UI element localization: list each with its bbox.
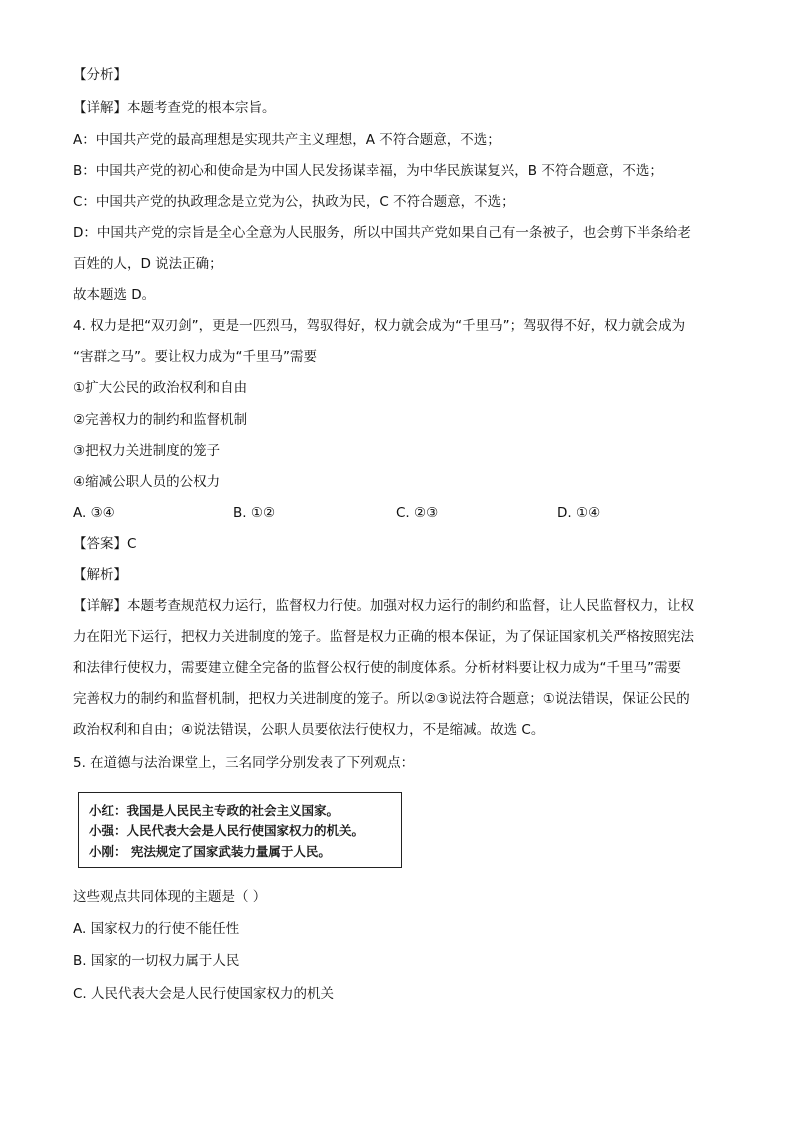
analysis-tag: 【分析】 <box>73 67 127 83</box>
q5-option-c: C. 人民代表大会是人民行使国家权力的机关 <box>73 986 335 1002</box>
q4-explanation-1: 【详解】本题考查规范权力运行，监督权力行使。加强对权力运行的制约和监督，让人民监督权力，让权 <box>73 598 694 614</box>
option-a-explanation: A：中国共产党的最高理想是实现共产主义理想，A 不符合题意，不选； <box>73 132 501 148</box>
q4-explanation-3: 和法律行使权力，需要建立健全完备的监督公权行使的制度体系。分析材料要让权力成为“千里马”需要 <box>73 660 681 676</box>
q4-option-d: D. ①④ <box>557 505 601 521</box>
option-d-explanation-1: D：中国共产党的宗旨是全心全意为人民服务，所以中国共产党如果自己有一条被子，也会剪下半条给老 <box>73 225 691 241</box>
q5-option-b: B. 国家的一切权力属于人民 <box>73 953 240 969</box>
q4-statement-2: ②完善权力的制约和监督机制 <box>73 412 248 428</box>
q5-quote-xiaogang: 小刚： 宪法规定了国家武装力量属于人民。 <box>89 844 331 859</box>
q5-stem: 5. 在道德与法治课堂上，三名同学分别发表了下列观点： <box>73 755 415 771</box>
detail-intro: 【详解】本题考查党的根本宗旨。 <box>73 100 276 116</box>
q4-statement-1: ①扩大公民的政治权利和自由 <box>73 380 248 396</box>
conclusion: 故本题选 D。 <box>73 287 156 303</box>
q4-stem-1: 4. 权力是把“双刃剑”，更是一匹烈马，驾驭得好，权力就会成为“千里马”；驾驭得不好，权力就会成为 <box>73 318 686 334</box>
q4-explanation-2: 力在阳光下运行，把权力关进制度的笼子。监督是权力正确的根本保证，为了保证国家机关严格按照宪法 <box>73 629 694 645</box>
q5-quote-xiaoqiang: 小强：人民代表大会是人民行使国家权力的机关。 <box>89 823 365 838</box>
q5-quote-xiaohong: 小红：我国是人民民主专政的社会主义国家。 <box>89 803 340 818</box>
q4-jiexi-tag: 【解析】 <box>73 567 127 583</box>
q4-statement-3: ③把权力关进制度的笼子 <box>73 443 221 459</box>
option-c-explanation: C：中国共产党的执政理念是立党为公，执政为民，C 不符合题意，不选； <box>73 194 515 210</box>
q5-quote-box <box>78 792 402 868</box>
q4-explanation-4: 完善权力的制约和监督机制，把权力关进制度的笼子。所以②③说法符合题意；①说法错误，保证公民的 <box>73 691 690 707</box>
option-d-explanation-2: 百姓的人，D 说法正确； <box>73 256 223 272</box>
q4-option-a: A. ③④ <box>73 505 115 521</box>
option-b-explanation: B：中国共产党的初心和使命是为中国人民发扬谋幸福，为中华民族谋复兴，B 不符合题意，不选； <box>73 163 663 179</box>
q4-explanation-5: 政治权利和自由；④说法错误，公职人员要依法行使权力，不是缩减。故选 C。 <box>73 722 545 738</box>
q4-option-c: C. ②③ <box>396 505 439 521</box>
q4-statement-4: ④缩减公职人员的公权力 <box>73 474 221 490</box>
q4-answer: 【答案】C <box>73 536 137 552</box>
q5-question: 这些观点共同体现的主题是（ ） <box>73 889 267 905</box>
q4-stem-2: “害群之马”。要让权力成为“千里马”需要 <box>73 349 317 365</box>
q4-option-b: B. ①② <box>233 505 276 521</box>
q5-option-a: A. 国家权力的行使不能任性 <box>73 921 240 937</box>
